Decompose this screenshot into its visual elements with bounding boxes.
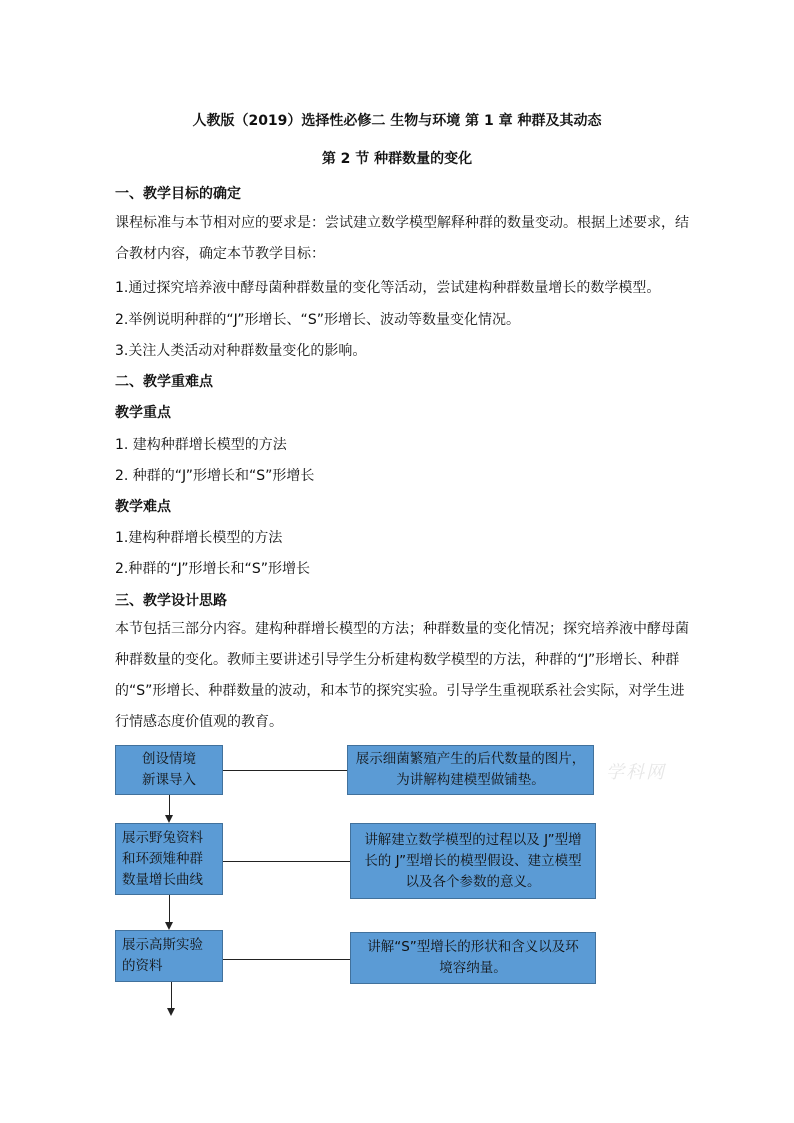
goal-item: 3.关注人类活动对种群数量变化的影响。 xyxy=(115,343,367,359)
difficult-point-item: 2.种群的“J”形增长和“S”形增长 xyxy=(115,561,310,577)
flow-right-box-1: 展示细菌繁殖产生的后代数量的图片， 为讲解构建模型做铺垫。 xyxy=(347,745,594,795)
heading-design-approach: 三、教学设计思路 xyxy=(115,593,227,609)
difficult-point-item: 1.建构种群增长模型的方法 xyxy=(115,530,283,546)
arrow-down-icon xyxy=(167,1008,175,1016)
design-paragraph: 本节包括三部分内容。建构种群增长模型的方法；种群数量的变化情况；探究培养液中酵母菌种群数量的变化。教师主要讲述引导学生分析建构数学模型的方法，种群的“J”形增长、种群的“S”形增长、种群数量的波动，和本节的探究实验。引导学生重视联系社会实际，对学生进行情感态度价值观的教育。 xyxy=(115,621,689,730)
document-title: 人教版（2019）选择性必修二 生物与环境 第 1 章 种群及其动态 xyxy=(192,113,602,129)
arrow-shaft xyxy=(169,895,170,922)
arrow-shaft xyxy=(169,795,170,815)
connector-line xyxy=(223,770,347,771)
flow-right-box-3: 讲解“S”型增长的形状和含义以及环 境容纳量。 xyxy=(350,932,596,984)
flow-left-box-3: 展示高斯实验 的资料 xyxy=(115,930,223,982)
arrow-shaft xyxy=(171,982,172,1008)
arrow-down-icon xyxy=(165,922,173,930)
heading-key-points: 教学重点 xyxy=(115,405,171,421)
goal-item: 1.通过探究培养液中酵母菌种群数量的变化等活动，尝试建构种群数量增长的数学模型。 xyxy=(115,280,661,296)
heading-key-difficult: 二、教学重难点 xyxy=(115,374,213,390)
heading-teaching-goals: 一、教学目标的确定 xyxy=(115,186,241,202)
goals-paragraph: 课程标准与本节相对应的要求是：尝试建立数学模型解释种群的数量变动。根据上述要求，结合教材内容，确定本节教学目标： xyxy=(115,215,689,262)
key-point-item: 2. 种群的“J”形增长和“S”形增长 xyxy=(115,468,315,484)
heading-difficult-points: 教学难点 xyxy=(115,499,171,515)
connector-line xyxy=(223,861,350,862)
flow-left-box-1: 创设情境 新课导入 xyxy=(115,745,223,795)
flow-right-box-2: 讲解建立数学模型的过程以及 J”型增 长的 J”型增长的模型假设、建立模型 以及各个参数的意义。 xyxy=(350,823,596,899)
connector-line xyxy=(223,959,350,960)
arrow-down-icon xyxy=(165,815,173,823)
watermark: 学科网 xyxy=(606,762,666,783)
key-point-item: 1. 建构种群增长模型的方法 xyxy=(115,437,287,453)
section-title: 第 2 节 种群数量的变化 xyxy=(321,151,473,167)
flow-left-box-2: 展示野兔资料 和环颈雉种群 数量增长曲线 xyxy=(115,823,223,895)
goal-item: 2.举例说明种群的“J”形增长、“S”形增长、波动等数量变化情况。 xyxy=(115,312,520,328)
